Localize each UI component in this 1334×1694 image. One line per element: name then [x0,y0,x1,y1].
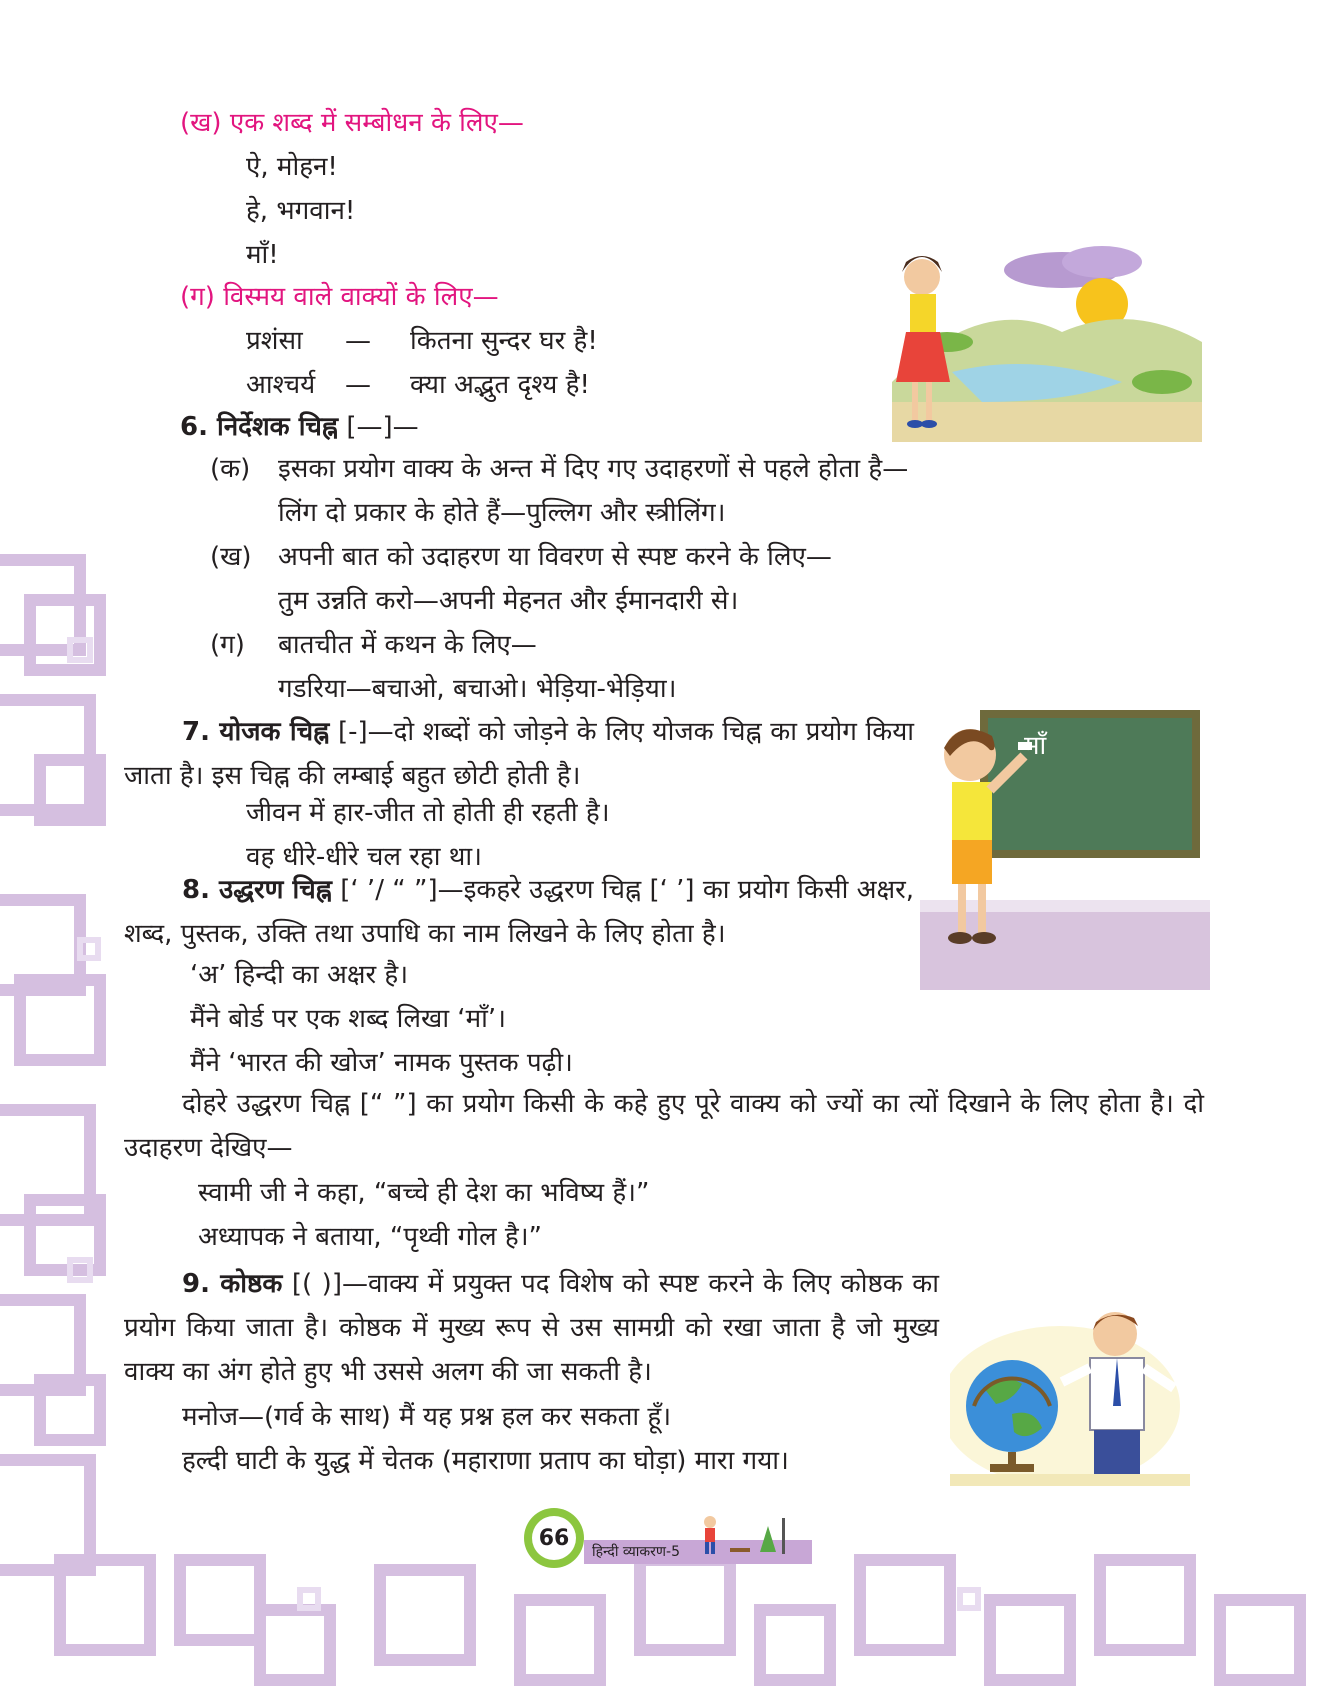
example-line: माँ! [246,240,279,270]
example-line: हल्दी घाटी के युद्ध में चेतक (महाराणा प्रताप का घोड़ा) मारा गया। [182,1446,789,1476]
example-line: ‘अ’ हिन्दी का अक्षर है। [190,960,409,990]
example-label: आश्चर्य [246,370,316,400]
double-quote-paragraph: दोहरे उद्धरण चिह्न [“ ”] का प्रयोग किसी के कहे हुए पूरे वाक्य को ज्यों का त्यों दिखाने के लिए होता है। दो उदाहरण देखिए— [124,1089,1204,1163]
section-title: 7. योजक चिह्न [182,717,330,747]
page-number: 66 [532,1516,576,1560]
footer-kids-decoration [690,1512,790,1562]
boy-blackboard-illustration [920,700,1210,990]
teacher-globe-illustration [950,1296,1190,1486]
section-6-heading [180,410,419,444]
example-line: स्वामी जी ने कहा, “बच्चे ही देश का भविष्य हैं।” [198,1178,650,1208]
example-line: ऐ, मोहन! [246,152,338,182]
example-line: अध्यापक ने बताया, “पृथ्वी गोल है।” [198,1222,543,1252]
example-line: वह धीरे-धीरे चल रहा था। [246,842,482,872]
item-text: अपनी बात को उदाहरण या विवरण से स्पष्ट करने के लिए— [278,542,832,572]
section-symbol: [—]— [346,412,419,442]
section-8-paragraph [124,868,914,956]
section-title: 6. निर्देशक चिह्न [180,412,339,442]
example-dash: — [345,370,371,400]
subheading-kha-address: (ख) एक शब्द में सम्बोधन के लिए— [180,108,524,138]
section-title: 8. उद्धरण चिह्न [182,875,332,905]
example-label: प्रशंसा [246,326,303,356]
item-label: (ख) [210,542,252,572]
example-dash: — [345,326,371,356]
item-example: तुम उन्नति करो—अपनी मेहनत और ईमानदारी से। [278,586,739,616]
section-text: [‘ ’/ “ ”]—इकहरे उद्धरण चिह्न [‘ ’] का प्रयोग किसी अक्षर, शब्द, पुस्तक, उक्ति तथा उपाधि का नाम लिखने के लिए होता है। [124,875,915,949]
item-text: इसका प्रयोग वाक्य के अन्त में दिए गए उदाहरणों से पहले होता है— [278,454,909,484]
blackboard-word: माँ [1024,731,1047,761]
page-number-badge [524,1508,584,1568]
girl-landscape-illustration [872,232,1202,442]
item-label: (ग) [210,630,245,660]
example-line: मैंने ‘भारत की खोज’ नामक पुस्तक पढ़ी। [190,1048,573,1078]
section-text: [-]—दो शब्दों को जोड़ने के लिए योजक चिह्न का प्रयोग किया जाता है। इस चिह्न की लम्बाई बहुत छोटी होती है। [124,717,915,791]
section-9-paragraph [124,1262,939,1394]
example-line: मनोज—(गर्व के साथ) मैं यह प्रश्न हल कर सकता हूँ। [182,1402,672,1432]
example-line: हे, भगवान! [246,196,356,226]
item-text: बातचीत में कथन के लिए— [278,630,537,660]
example-line: मैंने बोर्ड पर एक शब्द लिखा ‘माँ’। [190,1004,506,1034]
subheading-ga-wonder: (ग) विस्मय वाले वाक्यों के लिए— [180,282,499,312]
item-label: (क) [210,454,251,484]
item-example: गडरिया—बचाओ, बचाओ। भेड़िया-भेड़िया। [278,674,677,704]
example-sentence: कितना सुन्दर घर है! [410,326,598,356]
section-text: [( )]—वाक्य में प्रयुक्त पद विशेष को स्पष्ट करने के लिए कोष्ठक का प्रयोग किया जाता है। कोष्ठक में मुख्य रूप से उस सामग्री को रखा जाता है जो मुख्य वाक्य का अंग होते हुए भी उससे अलग की जा सकती है। [124,1269,939,1387]
example-sentence: क्या अद्भुत दृश्य है! [410,370,590,400]
book-title: हिन्दी व्याकरण-5 [592,1544,680,1560]
example-line: जीवन में हार-जीत तो होती ही रहती है। [246,798,610,828]
item-example: लिंग दो प्रकार के होते हैं—पुल्लिग और स्त्रीलिंग। [278,498,726,528]
section-title: 9. कोष्ठक [182,1269,283,1299]
section-7-paragraph [124,710,914,798]
